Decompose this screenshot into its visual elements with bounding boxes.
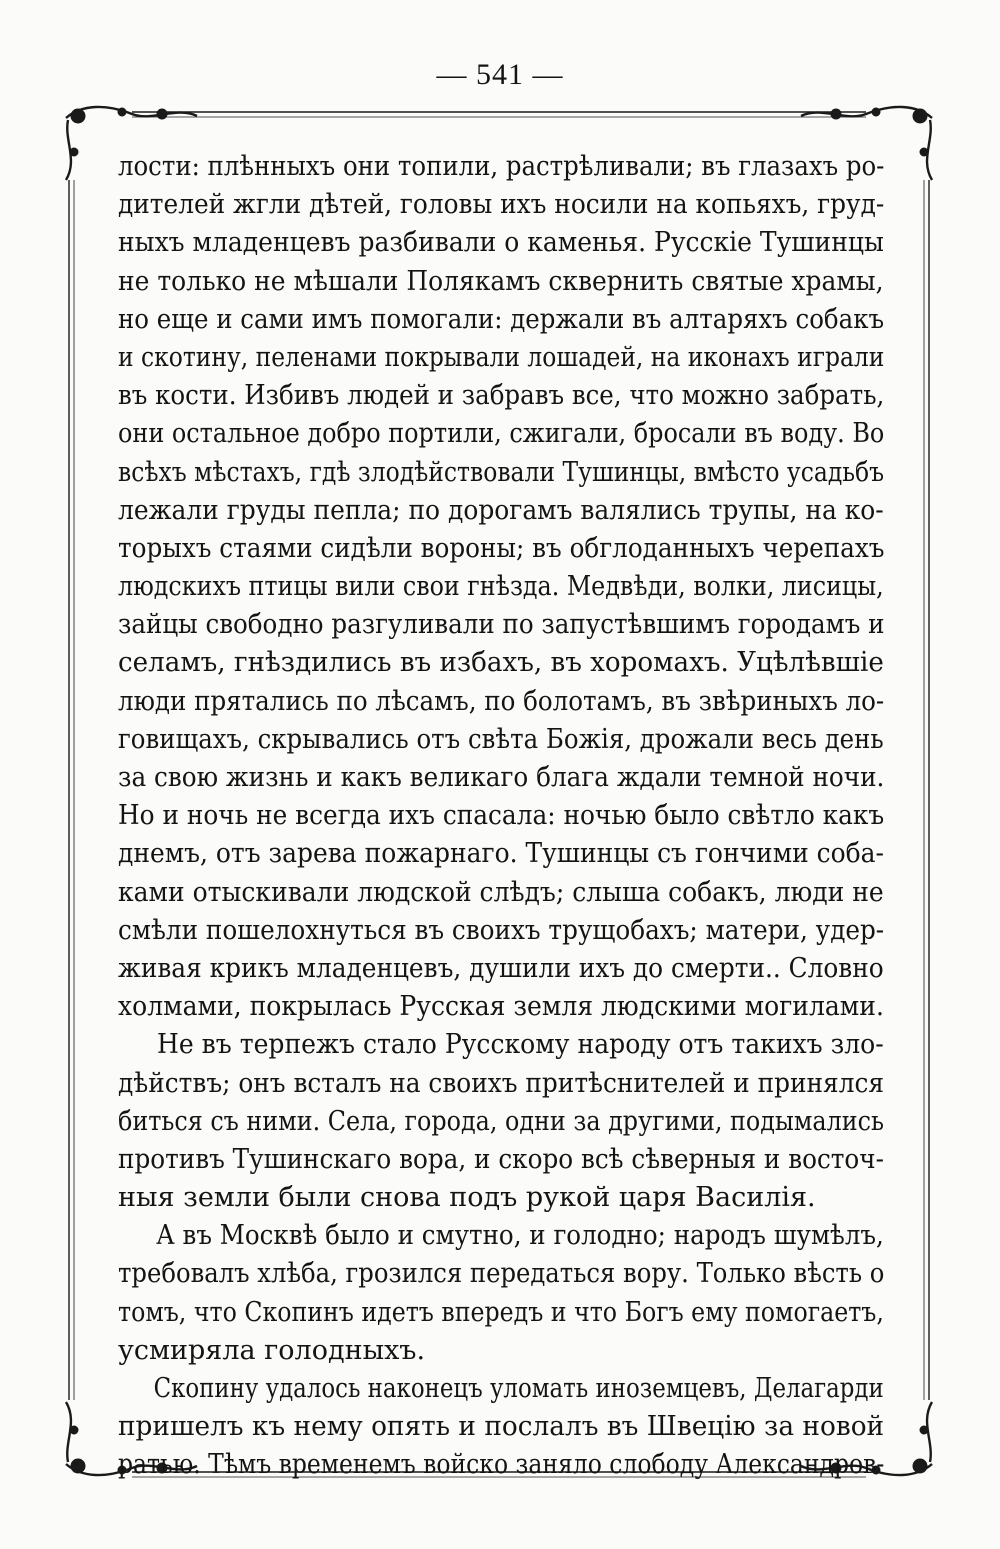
text-line: холмами, покрылась Русская земля людскими могилами. xyxy=(118,991,884,1023)
text-line: Скопину удалось наконецъ уломать иноземцевъ, Делагарди xyxy=(153,1373,884,1404)
text-line: ками отыскивали людской слѣдъ; слыша собакъ, люди не xyxy=(118,876,884,908)
text-line: А въ Москвѣ было и смутно, и голодно; народъ шумѣлъ, xyxy=(156,1220,884,1252)
text-line: людскихъ птицы вили свои гнѣзда. Медвѣди, волки, лисицы, xyxy=(118,571,884,603)
text-line: и скотину, пеленами покрывали лошадей, на иконахъ играли xyxy=(118,341,885,373)
text-line: за свою жизнь и какъ великаго блага ждали темной ночи. xyxy=(118,762,885,793)
text-line: дителей жгли дѣтей, головы ихъ носили на копьяхъ, груд- xyxy=(118,189,885,221)
text-line: Но и ночь не всегда ихъ спасала: ночью было свѣтло какъ xyxy=(118,800,885,832)
text-line: биться съ ними. Села, города, одни за другими, подымались xyxy=(118,1105,884,1137)
text-line: лежали груды пепла; по дорогамъ валялись трупы, на ко- xyxy=(118,494,884,526)
text-line: люди прятались по лѣсамъ, по болотамъ, въ звѣриныхъ ло- xyxy=(118,685,885,717)
text-line: въ кости. Избивъ людей и забравъ все, что можно забрать, xyxy=(118,380,885,412)
text-line: ныя земли были снова подъ рукой царя Василія. xyxy=(118,1182,816,1214)
text-line: они остальное добро портили, сжигали, бросали въ воду. Во xyxy=(118,418,885,450)
text-line: но еще и сами имъ помогали: держали въ алтаряхъ собакъ xyxy=(118,303,885,335)
text-line: дѣйствъ; онъ всталъ на своихъ притѣснителей и принялся xyxy=(118,1067,885,1099)
text-line: говищахъ, скрывались отъ свѣта Божія, дрожали весь день xyxy=(118,723,884,755)
text-line: живая крикъ младенцевъ, душили ихъ до смерти.. Словно xyxy=(118,952,884,984)
text-line: смѣли пошелохнуться въ своихъ трущобахъ; матери, удер- xyxy=(118,914,885,946)
body-text xyxy=(118,148,884,1485)
text-line: требовалъ хлѣба, грозился передаться вору. Только вѣсть о xyxy=(118,1258,885,1290)
text-line: ныхъ младенцевъ разбивали о каменья. Русскіе Тушинцы xyxy=(118,227,884,259)
text-line: лости: плѣнныхъ они топили, растрѣливали; въ глазахъ ро- xyxy=(118,151,885,182)
text-line: не только не мѣшали Полякамъ сквернить святые храмы, xyxy=(118,265,884,297)
text-line: зайцы свободно разгуливали по запустѣвшимъ городамъ и xyxy=(118,609,885,641)
text-line: усмиряла голодныхъ. xyxy=(118,1334,426,1366)
text-line: торыхъ стаями сидѣли вороны; въ обглоданныхъ черепахъ xyxy=(118,532,885,564)
text-line: селамъ, гнѣздились въ избахъ, въ хоромахъ. Уцѣлѣвшіе xyxy=(118,647,884,679)
text-line: пришелъ къ нему опять и послалъ въ Швецію за новой xyxy=(118,1411,885,1443)
text-line: Не въ терпежъ стало Русскому народу отъ такихъ зло- xyxy=(156,1029,884,1061)
page-number: — 541 — xyxy=(436,58,564,91)
text-line: всѣхъ мѣстахъ, гдѣ злодѣйствовали Тушинцы, вмѣсто усадьбъ xyxy=(118,456,885,488)
text-line: днемъ, отъ зарева пожарнаго. Тушинцы съ гончими соба- xyxy=(118,838,884,870)
text-line: ратью. Тѣмъ временемъ войско заняло слободу Александров- xyxy=(118,1449,885,1481)
text-line: томъ, что Скопинъ идетъ впередъ и что Богъ ему помогаетъ, xyxy=(118,1296,884,1328)
text-line: противъ Тушинскаго вора, и скоро всѣ сѣверныя и восточ- xyxy=(118,1143,884,1175)
